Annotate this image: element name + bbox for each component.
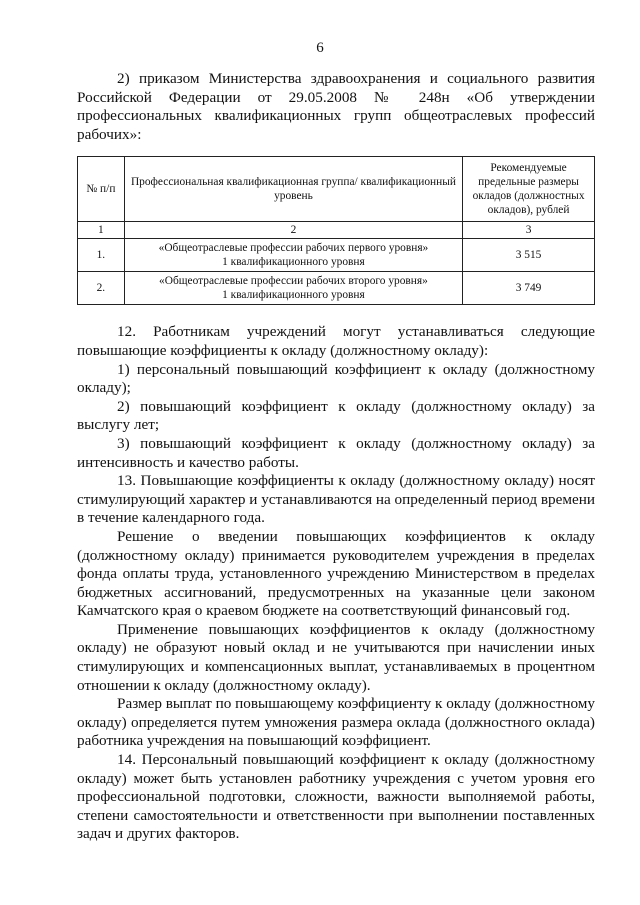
paragraph-14: 14. Персональный повышающий коэффициент к окладу (должностному окладу) может быть установлен работнику учреждения с учетом уровня его профессиональной подготовки, сложности, важности выполняемой работы, степени самостоятельности и ответственности при выполнении поставленных задач и других факторов. [77, 751, 595, 843]
header-number: № п/п [78, 157, 125, 222]
table-row [78, 272, 595, 305]
spacer [77, 315, 595, 323]
row-group [124, 239, 462, 272]
table-column-number-row [78, 222, 595, 239]
paragraph-13-application: Применение повышающих коэффициентов к окладу (должностному окладу) не образуют новый оклад и не учитываются при начислении иных стимулирующих и компенсационных выплат, устанавливаемых в процентном отношении к окладу (должностному окладу). [77, 620, 595, 694]
paragraph-12-item-2: 2) повышающий коэффициент к окладу (должностному окладу) за выслугу лет; [77, 397, 595, 434]
header-group: Профессиональная квалификационная группа/ квалификационный уровень [124, 157, 462, 222]
paragraph-13-amount: Размер выплат по повышающему коэффициенту к окладу (должностному окладу) определяется путем умножения размера оклада (должностного оклада) работника учреждения на повышающий коэффициент. [77, 695, 595, 750]
column-number-3: 3 [463, 222, 595, 239]
column-number-2: 2 [124, 222, 462, 239]
column-number-1: 1 [78, 222, 125, 239]
paragraph-12: 12. Работникам учреждений могут устанавливаться следующие повышающие коэффициенты к окладу (должностному окладу): [77, 323, 595, 359]
table-header-row [78, 157, 595, 222]
row-number: 2. [78, 272, 125, 305]
row-number: 1. [78, 239, 125, 272]
row-rate: 3 749 [463, 272, 595, 305]
paragraph-12-item-3: 3) повышающий коэффициент к окладу (должностному окладу) за интенсивность и качество работы. [77, 434, 595, 471]
row-group-level: 1 квалификационного уровня [222, 256, 365, 269]
row-rate: 3 515 [463, 239, 595, 272]
paragraph-13-decision: Решение о введении повышающих коэффициентов к окладу (должностному окладу) принимается руководителем учреждения в пределах фонда оплаты труда, установленного учреждению Министерством в пределах бюджетных ассигнований, предусмотренных на указанные цели законом Камчатского края о краевом бюджете на соответствующий финансовый год. [77, 527, 595, 620]
row-group [124, 272, 462, 305]
salary-rates-table [77, 156, 595, 305]
page-number: 6 [316, 40, 324, 56]
table-row [78, 239, 595, 272]
intro-paragraph: 2) приказом Министерства здравоохранения и социального развития Российской Федерации от 29.05.2008 № 248н «Об утверждении профессиональных квалификационных групп общеотраслевых профессий рабочих»: [77, 70, 595, 143]
row-group-name: «Общеотраслевые профессии рабочих второго уровня» [159, 275, 428, 288]
row-group-level: 1 квалификационного уровня [222, 289, 365, 302]
row-group-name: «Общеотраслевые профессии рабочих первого уровня» [158, 242, 429, 255]
document-body [77, 70, 595, 844]
header-rate: Рекомендуемые предельные размеры окладов (должностных окладов), рублей [463, 157, 595, 222]
paragraph-12-item-1: 1) персональный повышающий коэффициент к окладу (должностному окладу); [77, 360, 595, 397]
paragraph-13: 13. Повышающие коэффициенты к окладу (должностному окладу) носят стимулирующий характер и устанавливаются на определенный период времени в течение календарного года. [77, 472, 595, 527]
